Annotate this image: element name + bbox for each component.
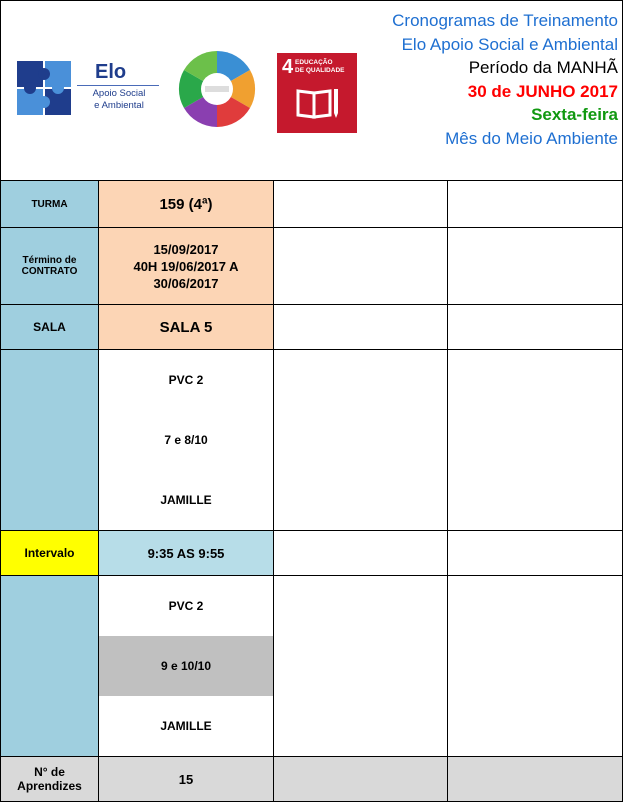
empty-cell xyxy=(448,228,623,305)
weekday: Sexta-feira xyxy=(531,105,618,124)
elo-subtitle-line2: e Ambiental xyxy=(94,100,144,111)
contrato-line3: 30/06/2017 xyxy=(153,275,219,291)
contrato-value xyxy=(99,228,274,305)
sala-row xyxy=(1,305,623,350)
elo-logo-divider xyxy=(77,85,159,86)
block2-stack xyxy=(99,576,273,756)
block2-cell xyxy=(99,576,274,757)
empty-cell xyxy=(274,228,448,305)
block2-course: PVC 2 xyxy=(168,599,204,613)
turma-value: 159 (4ª) xyxy=(99,181,274,228)
empty-cell xyxy=(274,531,448,576)
empty-cell xyxy=(274,350,448,531)
aprendizes-label-line2: Aprendizes xyxy=(17,779,82,793)
empty-cell xyxy=(274,305,448,350)
block1-instructor: JAMILLE xyxy=(160,493,212,507)
date: 30 de JUNHO 2017 xyxy=(467,81,618,101)
elo-logo xyxy=(17,57,157,119)
sdg4-title-line2: DE QUALIDADE xyxy=(295,66,345,74)
sdg4-number: 4 xyxy=(282,56,294,78)
block2-label xyxy=(1,576,99,757)
empty-cell xyxy=(274,757,448,802)
puzzle-icon xyxy=(17,57,79,117)
empty-cell xyxy=(274,181,448,228)
sala-value: SALA 5 xyxy=(99,305,274,350)
month-theme: Mês do Meio Ambiente xyxy=(445,128,618,148)
aprendizes-row xyxy=(1,757,623,802)
empty-cell xyxy=(448,350,623,531)
header-text xyxy=(392,9,618,150)
book-pencil-icon xyxy=(295,87,341,121)
block2-row xyxy=(1,576,623,757)
block1-cell xyxy=(99,350,274,531)
block1-stack xyxy=(99,350,273,530)
empty-cell xyxy=(448,576,623,757)
elo-logo-name: Elo xyxy=(95,61,127,83)
elo-logo-subtitle xyxy=(83,88,155,112)
sdg4-title xyxy=(295,59,344,74)
contrato-line1: 15/09/2017 xyxy=(153,241,219,257)
empty-cell xyxy=(448,305,623,350)
schedule-table xyxy=(0,180,623,802)
organization-name: Elo Apoio Social e Ambiental xyxy=(401,34,618,54)
sdg4-title-line1: EDUCAÇÃO xyxy=(295,59,333,66)
contrato-line2: 40H 19/06/2017 A xyxy=(133,258,239,274)
contrato-label-line1: Término de xyxy=(22,255,77,266)
header xyxy=(0,0,623,181)
sala-label: SALA xyxy=(1,305,99,350)
intervalo-row xyxy=(1,531,623,576)
empty-cell xyxy=(448,757,623,802)
sdg-wheel-icon xyxy=(177,49,257,129)
aprendizes-label-line1: N° de xyxy=(34,765,65,779)
block1-row xyxy=(1,350,623,531)
turma-label: TURMA xyxy=(1,181,99,228)
turma-row xyxy=(1,181,623,228)
contrato-label-line2: CONTRATO xyxy=(21,266,78,277)
block2-instructor: JAMILLE xyxy=(160,719,212,733)
intervalo-time: 9:35 AS 9:55 xyxy=(99,531,274,576)
block2-modules: 9 e 10/10 xyxy=(99,636,273,696)
empty-cell xyxy=(448,531,623,576)
schedule-title: Cronogramas de Treinamento xyxy=(392,11,618,30)
aprendizes-value: 15 xyxy=(99,757,274,802)
block1-course: PVC 2 xyxy=(168,373,204,387)
empty-cell xyxy=(274,576,448,757)
elo-subtitle-line1: Apoio Social xyxy=(92,88,146,99)
intervalo-label: Intervalo xyxy=(1,531,99,576)
sdg4-quality-education-badge xyxy=(277,53,357,133)
aprendizes-label xyxy=(1,757,99,802)
block1-modules: 7 e 8/10 xyxy=(164,433,208,447)
block1-label xyxy=(1,350,99,531)
period: Período da MANHÃ xyxy=(468,58,618,77)
contrato-label xyxy=(1,228,99,305)
empty-cell xyxy=(448,181,623,228)
contrato-row xyxy=(1,228,623,305)
